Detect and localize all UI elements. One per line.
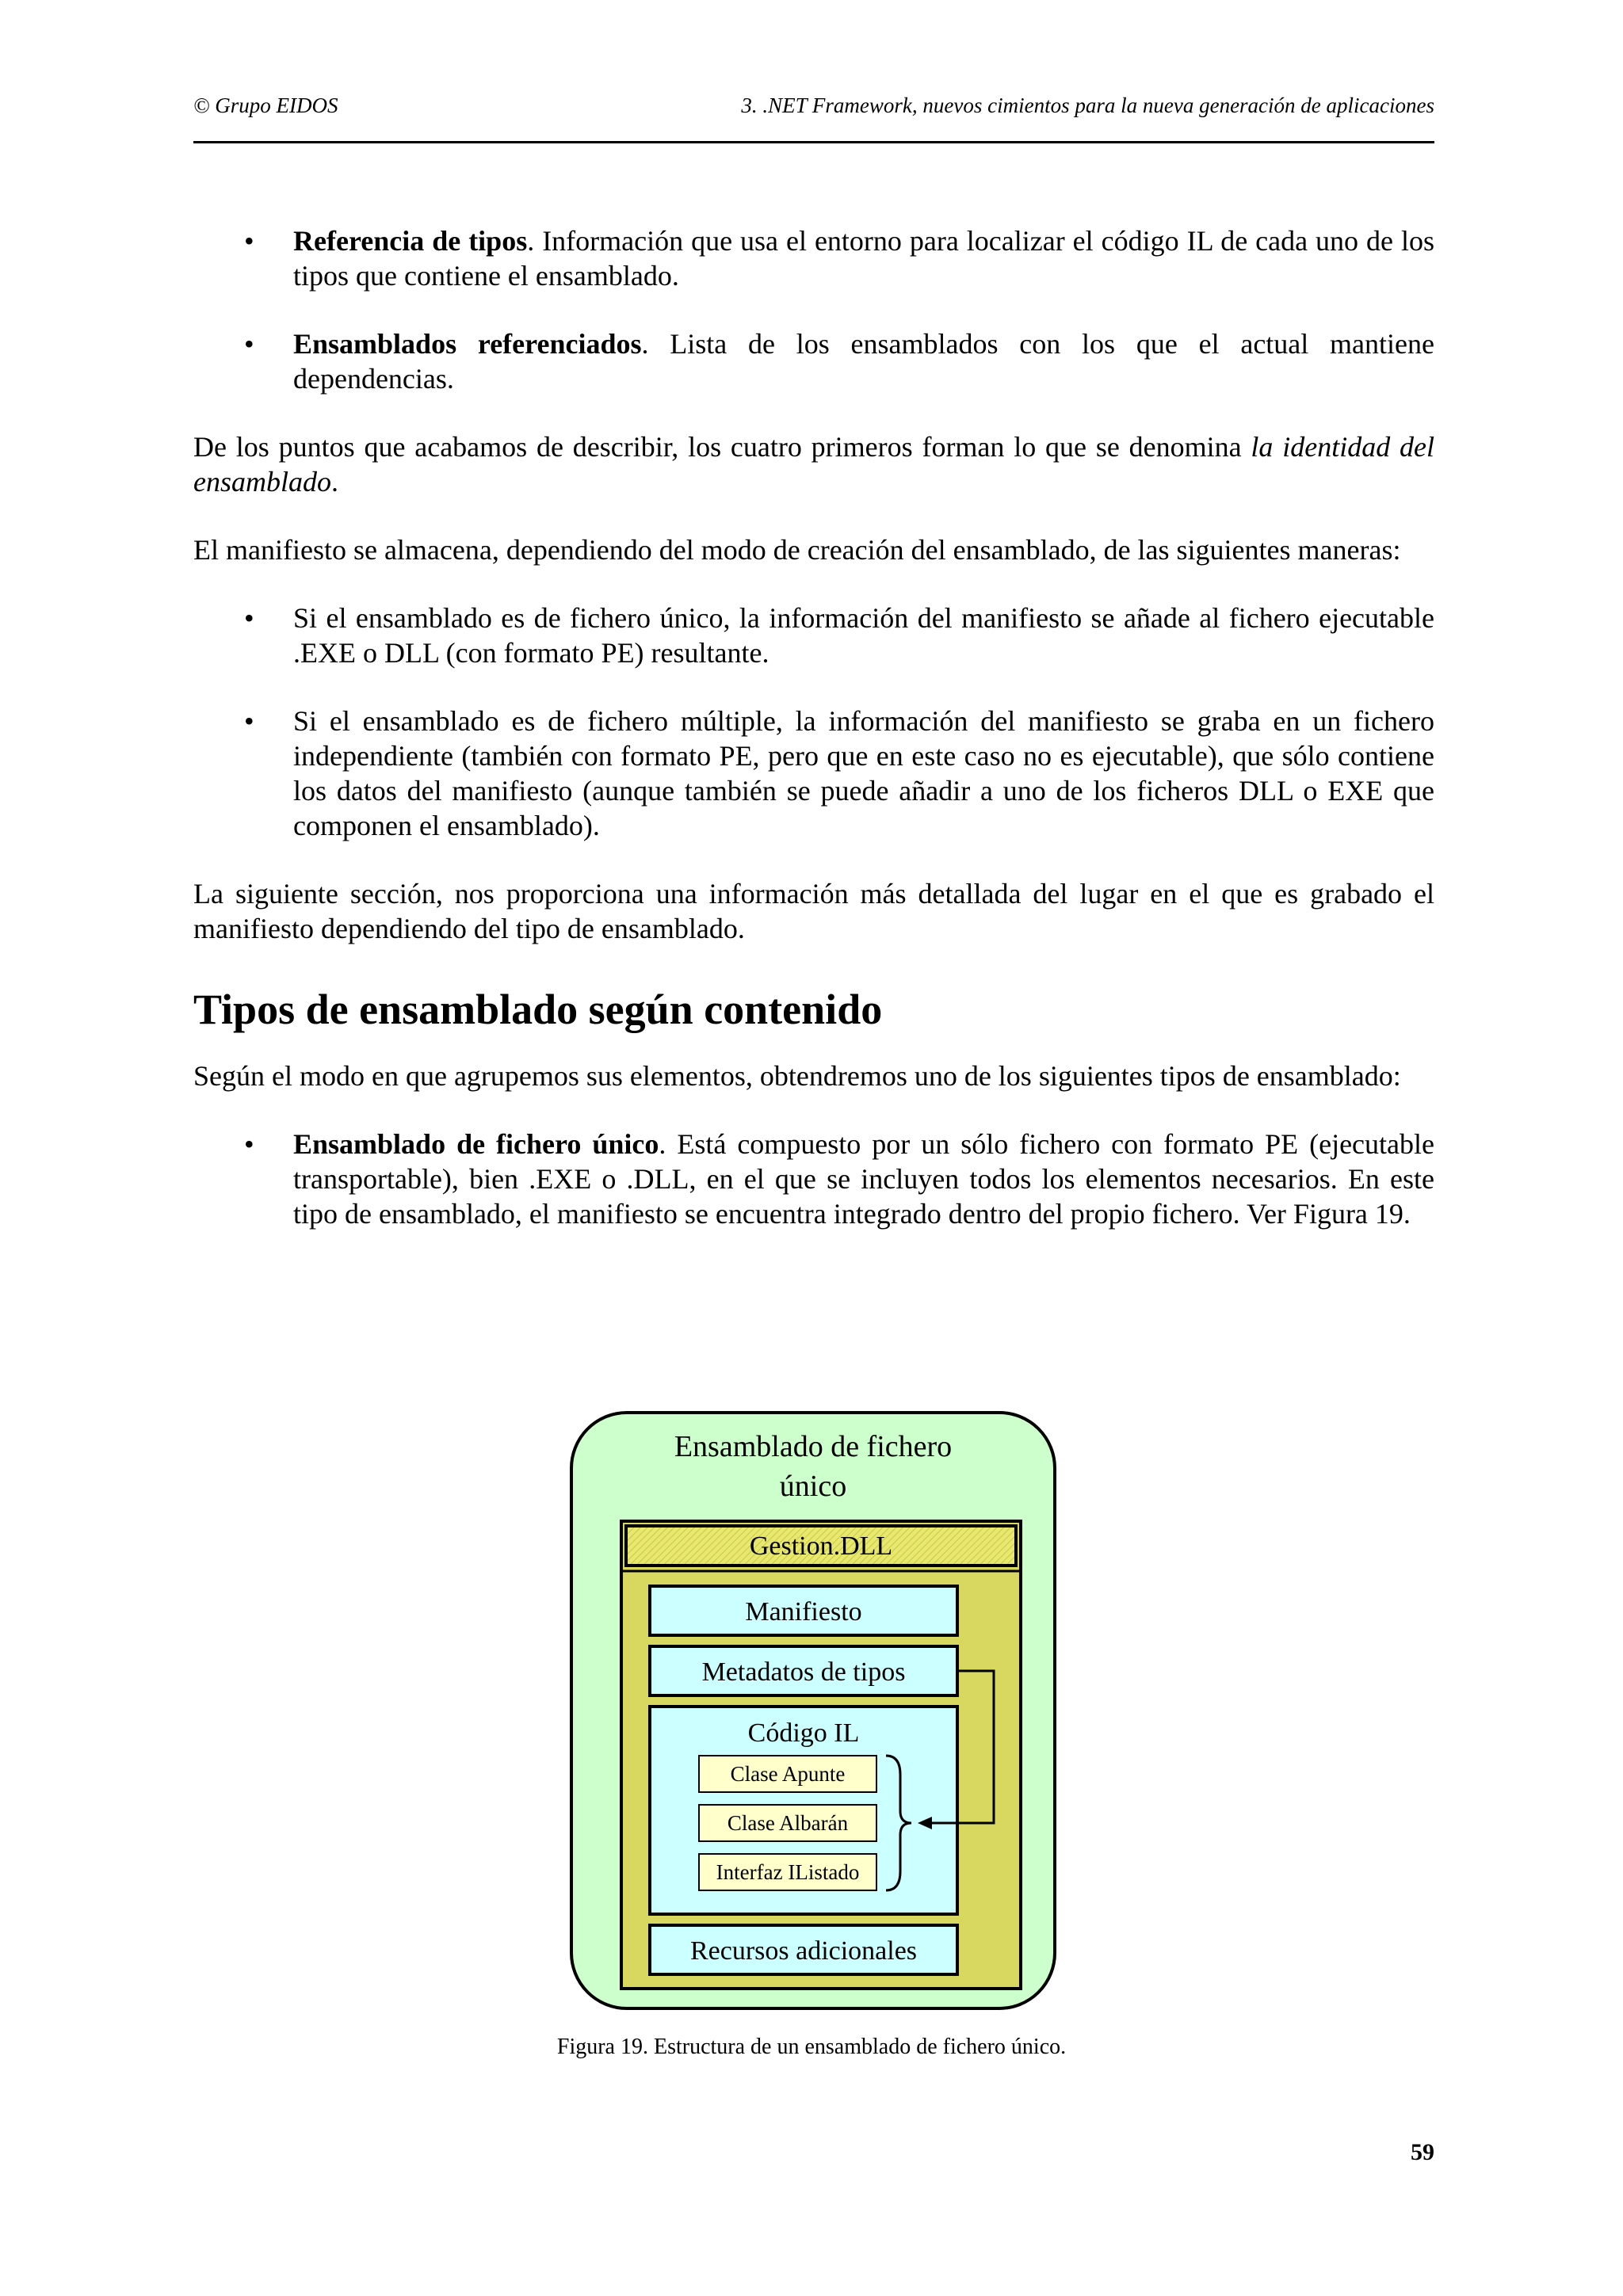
list-item	[193, 1127, 1434, 1231]
page-number: 59	[1411, 2139, 1434, 2165]
il-code-label: Código IL	[747, 1718, 860, 1748]
bullet-term: Ensamblado de fichero único	[293, 1128, 659, 1160]
list-item	[193, 223, 1434, 293]
diagram-title-2: único	[779, 1470, 847, 1503]
bullet-icon: •	[244, 328, 254, 360]
bullet-text: Si el ensamblado es de fichero múltiple, la información del manifiesto se graba en un fichero independiente (también con formato PE, pero que en este caso no es ejecutable), que sólo contiene los datos del manifiesto (aunque también se puede añadir a uno de los ficheros DLL o EXE que componen el ensamblado).	[293, 705, 1434, 841]
bullet-icon: •	[244, 225, 254, 257]
class-label-albaran: Clase Albarán	[727, 1811, 849, 1835]
bullet-list-2	[193, 601, 1434, 843]
bullet-icon: •	[244, 705, 254, 737]
paragraph-text: De los puntos que acabamos de describir, los cuatro primeros forman lo que se denomina	[193, 431, 1251, 463]
italic-term: la identidad del ensamblado	[193, 431, 1434, 498]
bullet-list-1	[193, 223, 1434, 396]
bullet-text: . Está compuesto por un sólo fichero con formato PE (ejecutable transportable), bien .EXE o .DLL, en el que se incluyen todos los elementos necesarios. En este tipo de ensamblado, el manifiesto se encuentra integrado dentro del propio fichero. Ver Figura 19.	[293, 1128, 1434, 1230]
paragraph-end: .	[331, 466, 338, 498]
bullet-list-3	[193, 1127, 1434, 1231]
bullet-term: Referencia de tipos	[293, 225, 528, 257]
list-item	[193, 601, 1434, 670]
diagram-title-1: Ensamblado de fichero	[674, 1430, 953, 1463]
paragraph-identity	[193, 429, 1434, 499]
header-right: 3. .NET Framework, nuevos cimientos para la nueva generación de aplicaciones	[741, 93, 1434, 117]
dll-label: Gestion.DLL	[749, 1531, 893, 1561]
header-left: © Grupo EIDOS	[193, 93, 338, 117]
assembly-diagram	[569, 1410, 1057, 2011]
bullet-text: . Información que usa el entorno para localizar el código IL de cada uno de los tipos que contiene el ensamblado.	[293, 225, 1434, 292]
metadata-label: Metadatos de tipos	[701, 1657, 906, 1687]
page-content	[193, 223, 1434, 1264]
class-label-ilistado: Interfaz IListado	[716, 1860, 860, 1884]
page-header	[193, 93, 1434, 143]
bullet-term: Ensamblados referenciados	[293, 328, 642, 360]
section-heading: Tipos de ensamblado según contenido	[193, 986, 883, 1033]
bullet-text: Si el ensamblado es de fichero único, la información del manifiesto se añade al fichero ejecutable .EXE o DLL (con formato PE) resultante.	[293, 602, 1434, 669]
diagram-svg	[569, 1410, 1057, 2011]
paragraph-manifest: El manifiesto se almacena, dependiendo del modo de creación del ensamblado, de las siguientes maneras:	[193, 534, 1401, 566]
bullet-icon: •	[244, 602, 254, 634]
resources-label: Recursos adicionales	[689, 1936, 918, 1966]
bullet-icon: •	[244, 1128, 254, 1160]
list-item	[193, 704, 1434, 843]
manifest-label: Manifiesto	[745, 1597, 862, 1627]
class-label-apunte: Clase Apunte	[730, 1762, 846, 1786]
bullet-text: . Lista de los ensamblados con los que el actual mantiene dependencias.	[293, 328, 1435, 395]
list-item	[193, 326, 1434, 396]
paragraph-next-section: La siguiente sección, nos proporciona una información más detallada del lugar en el que es grabado el manifiesto dependiendo del tipo de ensamblado.	[193, 878, 1434, 944]
figure-caption: Figura 19. Estructura de un ensamblado de fichero único.	[556, 2035, 1067, 2059]
paragraph-types: Según el modo en que agrupemos sus elementos, obtendremos uno de los siguientes tipos de ensamblado:	[193, 1060, 1401, 1092]
